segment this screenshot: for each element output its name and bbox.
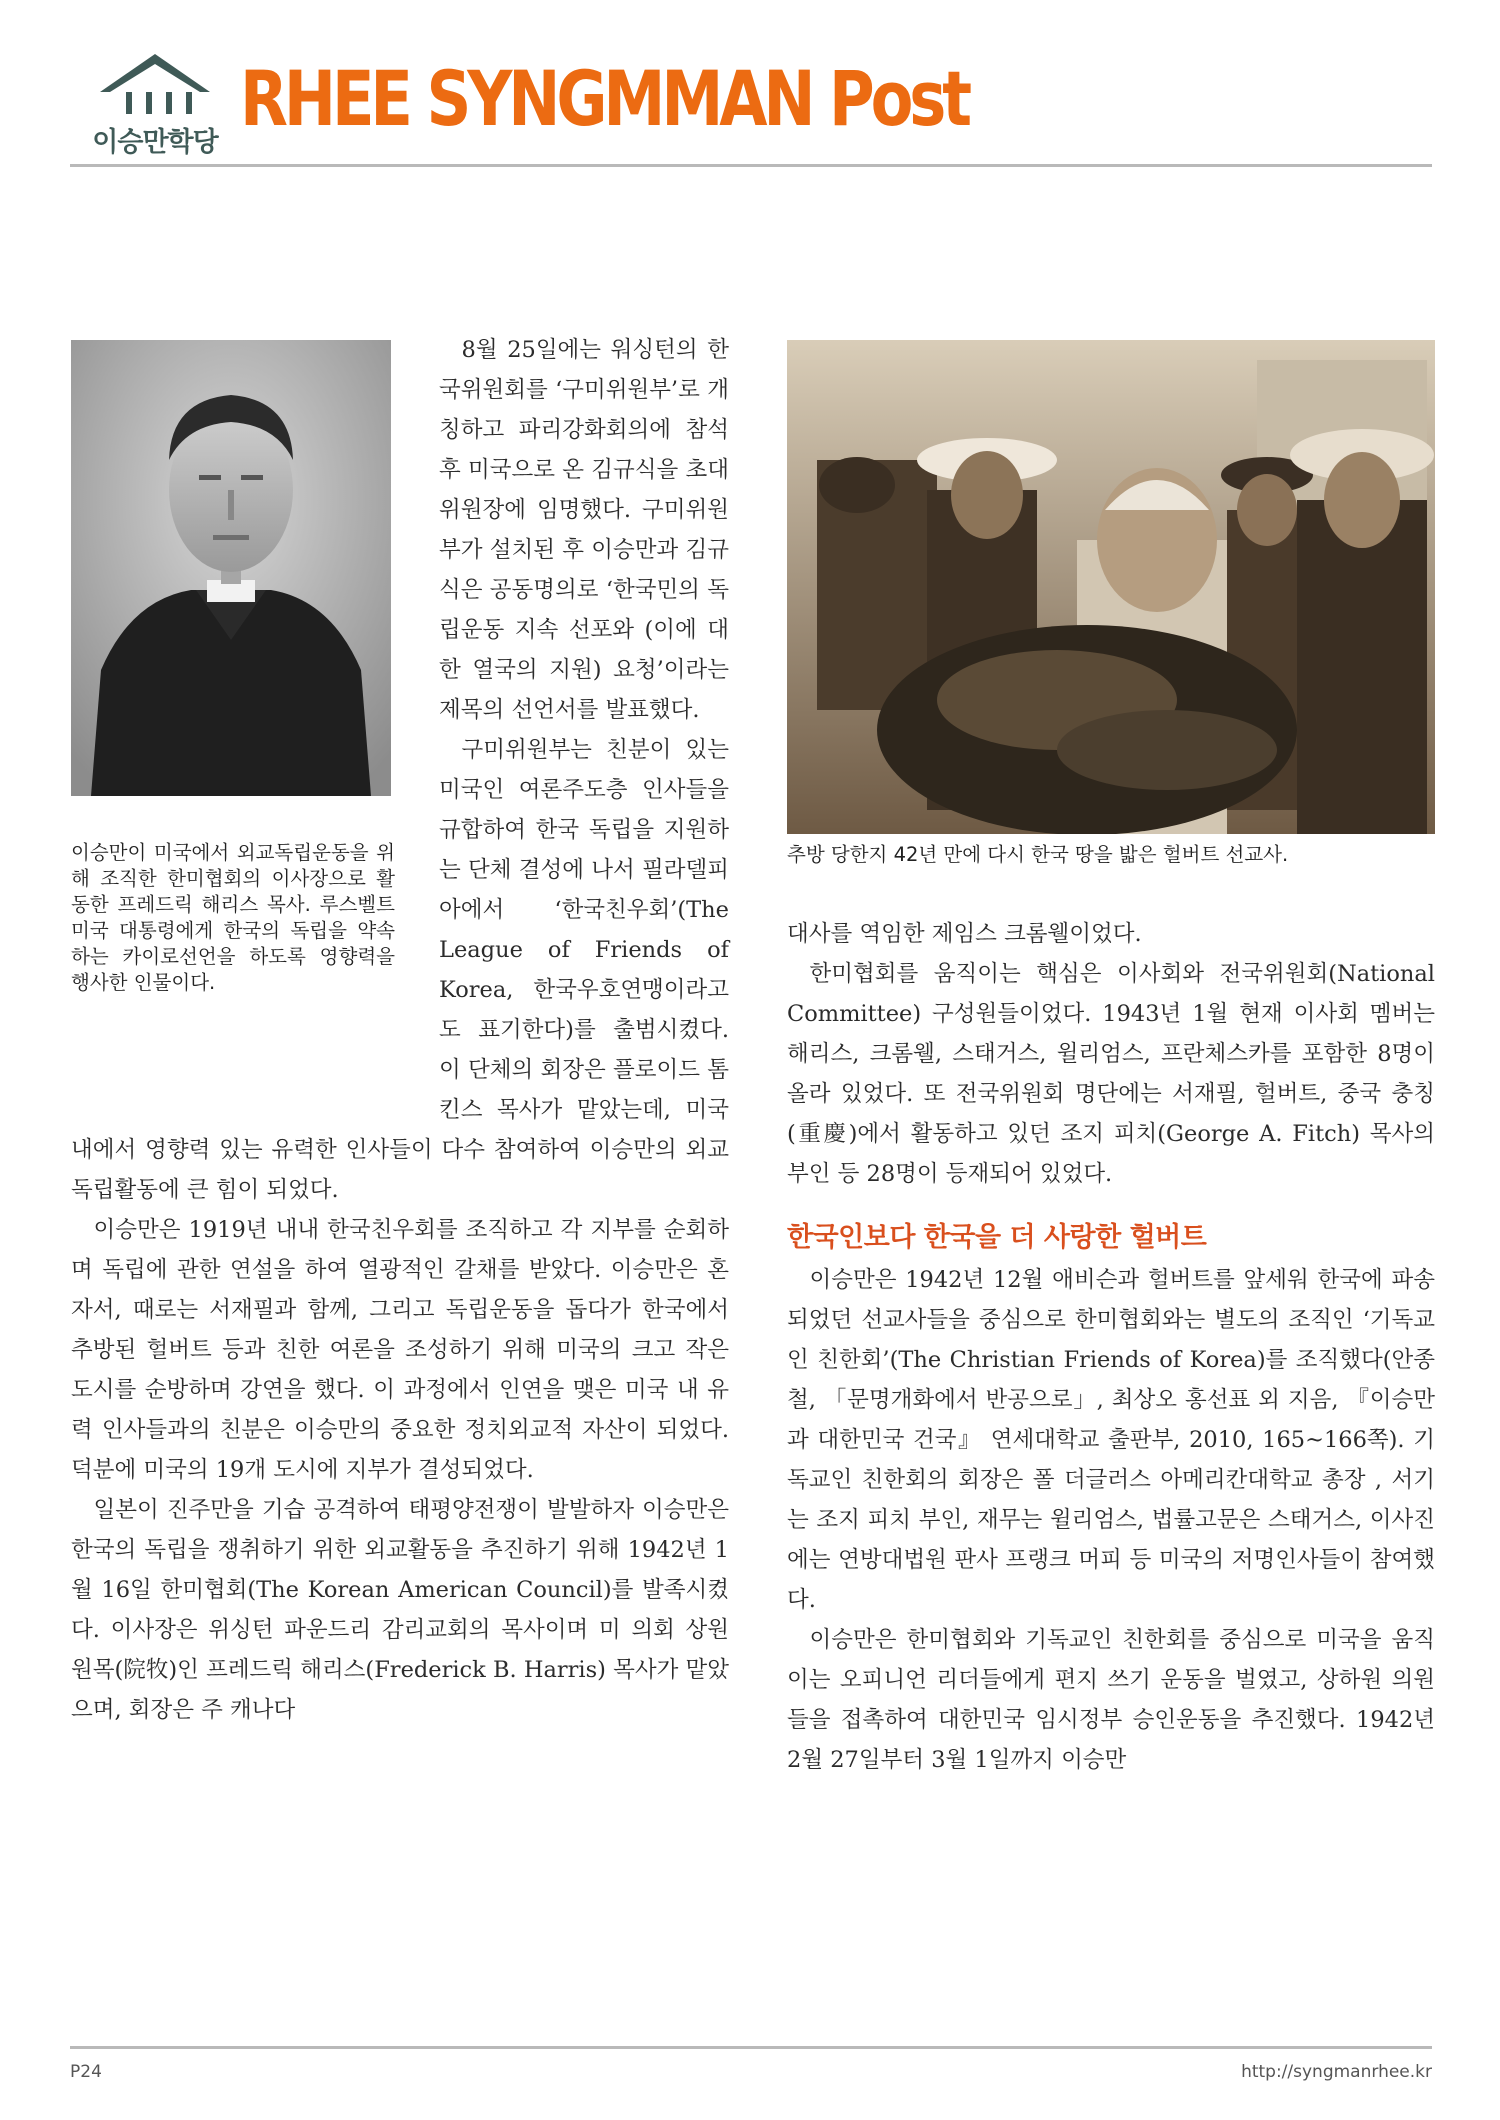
footer-divider: [70, 2046, 1432, 2049]
logo-text: 이승만학당: [92, 127, 218, 158]
site-url: http://syngmanrhee.kr: [1241, 2062, 1432, 2082]
masthead: [70, 48, 1430, 166]
body-paragraph: 이승만은 한미협회와 기독교인 친한회를 중심으로 미국을 움직이는 오피니언 리더들에게 편지 쓰기 운동을 벌였고, 상하원 의원들을 접촉하여 대한민국 임시정부 승인운동을 추진했다. 1942년 2월 27일부터 3월 1일까지 이승만: [787, 1627, 1435, 1773]
publication-title: RHEE SYNGMMAN Post: [240, 54, 968, 143]
body-paragraph: 일본이 진주만을 기습 공격하여 태평양전쟁이 발발하자 이승만은 한국의 독립을 쟁취하기 위한 외교활동을 추진하기 위해 1942년 1월 16일 한미협회(The Korean American Council)를 발족시켰다. 이사장은 위싱턴 파운드리 감리교회의 목사이며 미 의회 상원 원목(院牧)인 프레드릭 해리스(Frederick B. Harris) 목사가 맡았으며, 회장은 주 캐나다: [71, 1497, 729, 1723]
body-paragraph: 대사를 역임한 제임스 크롬웰이었다.: [787, 921, 1142, 947]
left-column: [71, 330, 729, 1730]
body-paragraph: 이승만은 1919년 내내 한국친우회를 조직하고 각 지부를 순회하며 독립에 관한 연설을 하여 열광적인 갈채를 받았다. 이승만은 혼자서, 때로는 서재필과 함께, 그리고 독립운동을 돕다가 한국에서 추방된 헐버트 등과 친한 여론을 조성하기 위해 미국의 크고 작은 도시를 순방하며 강연을 했다. 이 과정에서 인연을 맺은 미국 내 유력 인사들과의 친분은 이승만의 중요한 정치외교적 자산이 되었다. 덕분에 미국의 19개 도시에 지부가 결성되었다.: [71, 1217, 729, 1483]
portrait-wrap-space: [71, 330, 439, 1125]
header-divider: [70, 164, 1432, 167]
portrait-caption: 이승만이 미국에서 외교독립운동을 위해 조직한 한미협회의 이사장으로 활동한 프레드릭 해리스 목사. 루스벨트 미국 대통령에게 한국의 독립을 약속하는 카이로선언을 하도록 영향력을 행사한 인물이다.: [71, 841, 395, 994]
body-paragraph: 구미위원부는 친분이 있는 미국인 여론주도층 인사들을 규합하여 한국 독립을 지원하는 단체 결성에 나서 필라델피아에서 ‘한국친우회’(The League of Friends of Korea, 한국우호연맹이라고도 표기한다)를 출범시켰다. 이 단체의 회장은 플로이드 톰킨스 목사가 맡았는데, 미국 내에서 영향력 있는 유력한 인사들이 다수 참여하여 이승만의 외교독립활동에 큰 힘이 되었다.: [71, 737, 729, 1203]
page-number: P24: [70, 2062, 102, 2082]
body-paragraph: 이승만은 1942년 12월 애비슨과 헐버트를 앞세워 한국에 파송되었던 선교사들을 중심으로 한미협회와는 별도의 조직인 ‘기독교인 친한회’(The Christian Friends of Korea)를 조직했다(안종철, 「문명개화에서 반공으로」, 최상오 홍선표 외 지음, 『이승만과 대한민국 건국』 연세대학교 출판부, 2010, 165~166쪽). 기독교인 친한회의 회장은 폴 더글러스 아메리칸대학교 총장 , 서기는 조지 피치 부인, 재무는 윌리엄스, 법률고문은 스태거스, 이사진에는 연방대법원 판사 프랭크 머피 등 미국의 저명인사들이 참여했다.: [787, 1267, 1435, 1613]
hulbert-arrival-image: [787, 340, 1435, 834]
group-photo-caption: 추방 당한지 42년 만에 다시 한국 땅을 밟은 헐버트 선교사.: [787, 843, 1289, 866]
house-logo-icon: [70, 48, 240, 122]
body-paragraph: 8월 25일에는 워싱턴의 한국위원회를 ‘구미위원부’로 개칭하고 파리강화회의에 참석 후 미국으로 온 김규식을 초대 위원장에 임명했다. 구미위원부가 설치된 후 이승만과 김규식은 공동명의로 ‘한국민의 독립운동 지속 선포와 (이에 대한 열국의 지원) 요청’이라는 제목의 선언서를 발표했다.: [439, 337, 729, 723]
group-photo: [787, 340, 1435, 834]
body-paragraph: 한미협회를 움직이는 핵심은 이사회와 전국위원회(National Committee) 구성원들이었다. 1943년 1월 현재 이사회 멤버는 해리스, 크롬웰, 스태거스, 윌리엄스, 프란체스카를 포함한 8명이 올라 있었다. 또 전국위원회 명단에는 서재필, 헐버트, 중국 충칭(重慶)에서 활동하고 있던 조지 피치(George A. Fitch) 목사의 부인 등 28명이 등재되어 있었다.: [787, 961, 1435, 1187]
school-logo: [70, 48, 240, 158]
right-column: [787, 914, 1435, 1780]
section-heading: 한국인보다 한국을 더 사랑한 헐버트: [787, 1222, 1207, 1253]
